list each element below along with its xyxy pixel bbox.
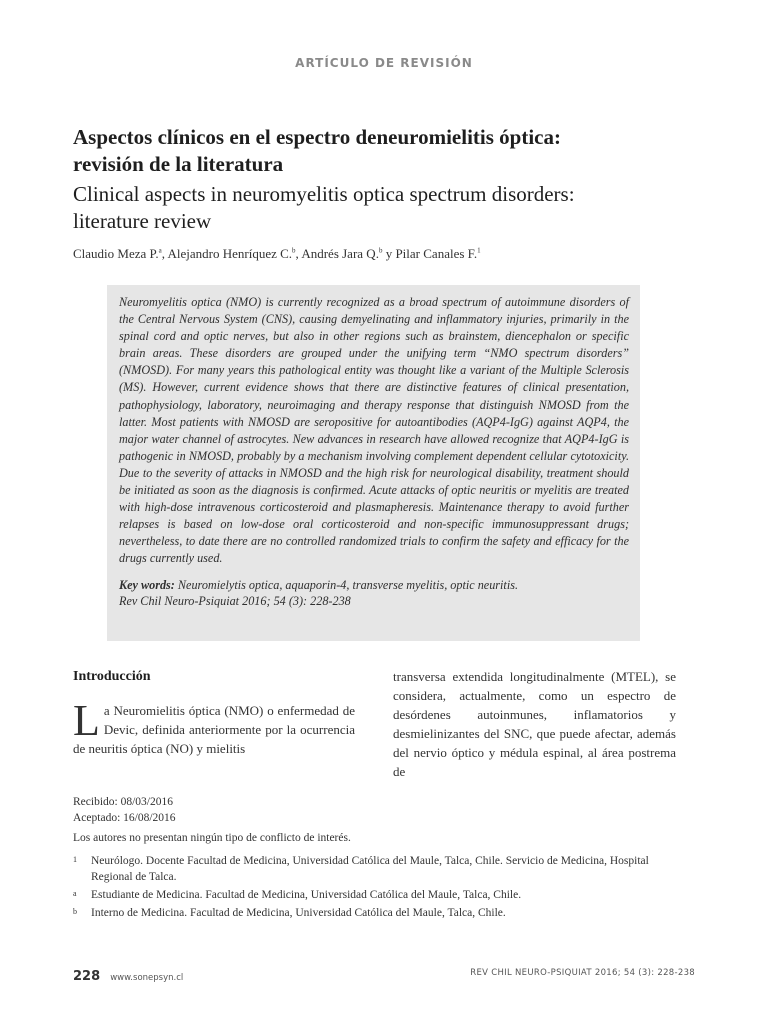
accepted-date: Aceptado: 16/08/2016 bbox=[73, 812, 176, 824]
title-english-line-1: Clinical aspects in neuromyelitis optica spectrum disorders: bbox=[73, 182, 575, 206]
website-link[interactable]: www.sonepsyn.cl bbox=[110, 973, 184, 983]
author: Alejandro Henríquez C.$^b$, bbox=[167, 246, 302, 262]
title-spanish-line-1: Aspectos clínicos en el espectro deneuromielitis óptica: bbox=[73, 125, 561, 149]
intro-paragraph: La Neuromielitis óptica (NMO) o enfermedad de Devic, definida anteriormente por la ocurrencia de neuritis óptica (NO) y mielitis bbox=[73, 696, 355, 756]
footnote-text: Interno de Medicina. Facultad de Medicina, Universidad Católica del Maule, Talca, Chile. bbox=[91, 907, 506, 919]
keywords bbox=[119, 577, 629, 609]
conflict-statement: Los autores no presentan ningún tipo de conflicto de interés. bbox=[73, 832, 351, 844]
footnote bbox=[73, 905, 683, 921]
footnote-text: Estudiante de Medicina. Facultad de Medicina, Universidad Católica del Maule, Talca, Chile. bbox=[91, 889, 522, 901]
drop-cap: L bbox=[73, 696, 100, 745]
received-date: Recibido: 08/03/2016 bbox=[73, 796, 173, 808]
author: Andrés Jara Q.$^b$ y bbox=[301, 246, 396, 262]
keywords-list: Neuromielytis optica, aquaporin-4, transverse myelitis, optic neuritis. bbox=[174, 577, 518, 592]
intro-heading: Introducción bbox=[73, 669, 151, 684]
footnotes bbox=[73, 853, 683, 923]
title-english-line-2: literature review bbox=[73, 209, 212, 233]
footer-left bbox=[73, 965, 183, 984]
page-number: 228 bbox=[73, 969, 101, 984]
author: Pilar Canales F.$^1$ bbox=[395, 246, 481, 262]
footnote bbox=[73, 853, 683, 885]
author: Claudio Meza P.$^a$, bbox=[73, 246, 168, 262]
citation: Rev Chil Neuro-Psiquiat 2016; 54 (3): 228-238 bbox=[119, 593, 351, 608]
footnote-mark: b bbox=[73, 907, 77, 916]
footnote-mark: a bbox=[73, 889, 77, 898]
title-spanish bbox=[73, 124, 693, 178]
title-english bbox=[73, 181, 693, 235]
footnote bbox=[73, 887, 683, 903]
author-list bbox=[73, 242, 693, 263]
section-label: ARTÍCULO DE REVISIÓN bbox=[295, 56, 473, 70]
journal-reference: REV CHIL NEURO-PSIQUIAT 2016; 54 (3): 228-238 bbox=[470, 968, 695, 978]
footnote-mark: 1 bbox=[73, 855, 77, 864]
right-column: transversa extendida longitudinalmente (MTEL), se considera, actualmente, como un espectro de desórdenes autoinmunes, inflamatorios y desmielinizantes del SNC, que puede afectar, además del nervio óptico y médula espinal, al área postrema de bbox=[393, 669, 676, 779]
keywords-label: Key words: bbox=[119, 577, 175, 592]
title-spanish-line-2: revisión de la literatura bbox=[73, 152, 284, 176]
footnote-text: Neurólogo. Docente Facultad de Medicina, Universidad Católica del Maule, Talca, Chile. Servicio de Medicina, Hospital Regional de Talca. bbox=[91, 855, 649, 883]
abstract-box bbox=[107, 285, 640, 641]
left-column bbox=[73, 668, 355, 758]
dates bbox=[73, 794, 176, 826]
abstract-text: Neuromyelitis optica (NMO) is currently recognized as a broad spectrum of autoimmune disorders of the Central Nervous System (CNS), causing demyelinating and inflammatory injuries, primarily in the spinal cord and optic nerves, but also in other regions such as brainstem, diencephalon or specific brain areas. These disorders are grouped under the unifying term “NMO spectrum disorders” (NMOSD). For many years this pathological entity was thought like a variant of the Multiple Sclerosis (MS). However, current evidence shows that there are distinctive features of clinical presentation, pathophysiology, laboratory, neuroimaging and therapy response that distinguish NMOSD from the latter. Most patients with NMOSD are seropositive for autoantibodies (AQP4-IgG) against AQP4, the major water channel of astrocytes. New advances in research have allowed recognize that AQP4-IgG is pathogenic in NMOSD, probably by a mechanism involving complement dependent cellular cytotoxicity. Due to the severity of attacks in NMOSD and the high risk for neurological disability, treatment should be initiated as soon as the diagnosis is confirmed. Acute attacks of optic neuritis or myelitis are treated with high-dose intravenous corticosteroid and plasmapheresis. Maintenance therapy to avoid further relapses is based on low-dose oral corticosteroid and non-specific immunosuppressant drugs; nevertheless, to date there are no controlled randomized trials to confirm the safety and efficacy for the drugs currently used. bbox=[119, 295, 629, 566]
